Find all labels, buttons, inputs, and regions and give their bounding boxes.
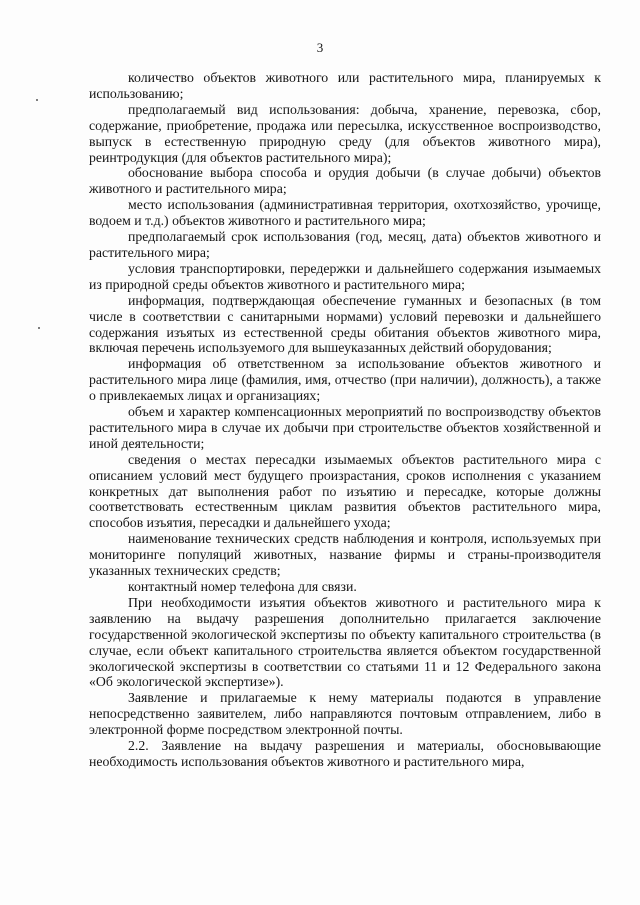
paragraph: количество объектов животного или растительного мира, планируемых к использованию; bbox=[89, 70, 601, 101]
paragraph: контактный номер телефона для связи. bbox=[128, 579, 357, 594]
scan-speck bbox=[36, 99, 38, 101]
document-body bbox=[89, 70, 601, 770]
scan-speck bbox=[38, 327, 40, 329]
paragraph: При необходимости изъятия объектов животного и растительного мира к заявлению на выдачу разрешения дополнительно прилагается заключение государственной экологической экспертизы по объекту капитального строительства (в случае, если объект капитального строительства является объектом государственной экологической экспертизы в соответствии со статьями 11 и 12 Федерального закона «Об экологической экспертизе»). bbox=[89, 594, 601, 690]
page-number: 3 bbox=[316, 40, 324, 55]
paragraph: предполагаемый срок использования (год, месяц, дата) объектов животного и растительного мира; bbox=[89, 229, 601, 260]
paragraph: условия транспортировки, передержки и дальнейшего содержания изымаемых из природной среды объектов животного и растительного мира; bbox=[89, 260, 601, 292]
paragraph: наименование технических средств наблюдения и контроля, используемых при мониторинге популяций животных, название фирмы и страны-производителя указанных технических средств; bbox=[89, 531, 601, 579]
paragraph: Заявление и прилагаемые к нему материалы подаются в управление непосредственно заявителем, либо направляются почтовым отправлением, либо в электронной форме посредством электронной почты. bbox=[89, 690, 601, 738]
paragraph: информация об ответственном за использование объектов животного и растительного мира лице (фамилия, имя, отчество (при наличии), должность), а также о привлекаемых лицах и организациях; bbox=[89, 356, 601, 404]
paragraph: место использования (административная территория, охотхозяйство, урочище, водоем и т.д.) объектов животного и растительного мира; bbox=[89, 197, 601, 229]
paragraph: информация, подтверждающая обеспечение гуманных и безопасных (в том числе в соответствии с санитарными нормами) условий перевозки и дальнейшего содержания изъятых из естественной среды обитания объектов животного мира, включая перечень используемого для вышеуказанных действий оборудования; bbox=[89, 292, 601, 356]
paragraph: сведения о местах пересадки изымаемых объектов растительного мира с описанием условий мест будущего произрастания, сроков исполнения с указанием конкретных дат выполнения работ по изъятию и пересадке, которые должны соответствовать естественным циклам развития объектов растительного мира, способов изъятия, пересадки и дальнейшего ухода; bbox=[89, 451, 601, 531]
paragraph: объем и характер компенсационных мероприятий по воспроизводству объектов растительного мира в случае их добычи при строительстве объектов хозяйственной и иной деятельности; bbox=[89, 404, 601, 451]
paragraph: обоснование выбора способа и орудия добычи (в случае добычи) объектов животного и растительного мира; bbox=[89, 165, 601, 197]
paragraph: 2.2. Заявление на выдачу разрешения и материалы, обосновывающие необходимость использования объектов животного и растительного мира, bbox=[89, 738, 601, 769]
paragraph: предполагаемый вид использования: добыча, хранение, перевозка, сбор, содержание, приобретение, продажа или пересылка, искусственное воспроизводство, выпуск в естественную природную среду (для объектов животного мира), реинтродукция (для объектов растительного мира); bbox=[89, 101, 601, 165]
